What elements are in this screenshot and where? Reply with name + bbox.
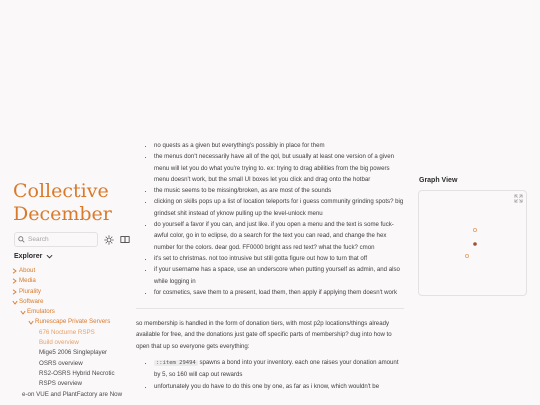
tree-page-label: e-on VUE and PlantFactory are Now (22, 390, 123, 398)
tree-page-label: 676 Nocturne RSPS (39, 328, 95, 336)
tree-page-label: OSRS overview (39, 359, 83, 367)
explorer-toggle[interactable] (14, 253, 53, 260)
tree-folder-label: Software (19, 297, 44, 305)
list-item: • it's set to christmas. not too intrusive but still gotta figure out how to turn that off (154, 253, 406, 264)
theme-toggle-sun-icon[interactable] (104, 235, 114, 245)
tree-folder-media[interactable] (12, 276, 122, 286)
search-row (14, 232, 130, 247)
graph-view[interactable] (418, 190, 527, 296)
graph-canvas (419, 191, 526, 295)
explorer-label: Explorer (14, 253, 43, 260)
tree-page-label: Build overview (39, 339, 79, 347)
list-item: • clicking on skills pops up a list of location teleports for i guess community grinding spots? big grindset shit instead of yknow pulling up the level-unlock menu (154, 196, 406, 219)
bullet-list (136, 357, 406, 392)
tree-folder-label: Plurality (19, 287, 42, 295)
list-item: • the menus don't necessarily have all of the qol, but usually at least one version of a given menu will let you do what you're trying to. ex: trying to drag abilities from the big powers menu doesn't work, but the small UI boxes let you click and drag onto the hotbar (154, 151, 406, 185)
explorer-tree (12, 266, 122, 400)
list-item: • no quests as a given but everything's possibly in place for them (154, 140, 406, 151)
graph-node-current[interactable] (473, 242, 477, 246)
site-title[interactable]: Collective December (13, 180, 112, 225)
tree-page-rs2-osrs-hybrid[interactable] (12, 369, 122, 379)
graph-node[interactable] (465, 254, 468, 257)
list-item: • for cosmetics, save them to a present, load them, then apply if applying them doesn't work (154, 287, 406, 298)
tree-page-676-nocturne-rsps[interactable] (12, 328, 122, 338)
chevron-down-icon (20, 310, 27, 315)
paragraph: so membership is handled in the form of donation tiers, with most p2p locations/things already available for free, and the donations just gate off specific parts of membership? dug into how to open that up so everyone gets everything: (136, 320, 392, 350)
chevron-right-icon (12, 278, 19, 284)
search-icon (18, 236, 25, 243)
search-placeholder: Search (28, 236, 49, 243)
tree-folder-label: About (19, 267, 36, 274)
sidebar (0, 0, 130, 405)
graph-view-title: Graph View (419, 177, 458, 184)
tree-folder-label: Runescape Private Servers (35, 318, 111, 326)
tree-folder-software[interactable] (12, 297, 122, 307)
inline-code: ::item 29494 (156, 360, 196, 367)
reader-mode-book-icon[interactable] (120, 235, 130, 244)
tree-page-rsps-overview[interactable] (12, 379, 122, 389)
bullet-list (136, 140, 406, 298)
tree-page-build-overview[interactable] (12, 338, 122, 348)
article-body (136, 140, 406, 392)
tree-page-label: Mige5 2006 Singleplayer (39, 349, 108, 357)
chevron-right-icon (12, 289, 19, 295)
tree-folder-runescape-private-servers[interactable] (12, 317, 122, 327)
divider (136, 308, 404, 309)
chevron-down-icon (12, 300, 19, 305)
chevron-right-icon (12, 268, 19, 274)
list-item: • if your username has a space, use an underscore when putting yourself as admin, and also while logging in (154, 264, 406, 287)
list-item-text: spawns a bond into your inventory. each one raises your donation amount by 5, so 160 will cap out rewards (154, 359, 399, 379)
expand-graph-icon[interactable] (514, 194, 523, 203)
tree-page-osrs-overview[interactable] (12, 359, 122, 369)
tree-folder-label: Emulators (27, 308, 55, 316)
tree-folder-label: Media (19, 277, 36, 285)
chevron-down-icon (46, 254, 53, 259)
tree-folder-emulators[interactable] (12, 307, 122, 317)
tree-folder-about[interactable] (12, 266, 122, 276)
search-input[interactable] (14, 232, 98, 247)
list-item: • the music seems to be missing/broken, as are most of the sounds (154, 185, 406, 196)
list-item (154, 357, 406, 381)
graph-node[interactable] (473, 228, 476, 231)
tree-page-label: RSPS overview (39, 380, 82, 388)
tree-folder-plurality[interactable] (12, 287, 122, 297)
list-item: • do yourself a favor if you can, and just like. if you open a menu and the text is some fuck-awful color, go in to eclipse, do a search for the text you can read, and change the hex number for the colors. dear god. FF0000 bright ass red text? what the fuck? cmon (154, 219, 406, 253)
list-item: • unfortunately you do have to do this one by one, as far as i know, which wouldn't be (154, 381, 406, 392)
tree-page-label: RS2-OSRS Hybrid Necrotic (39, 369, 115, 377)
chevron-down-icon (28, 320, 35, 325)
tree-page-mige5[interactable] (12, 348, 122, 358)
tree-page-e-on-vue[interactable] (12, 390, 122, 400)
